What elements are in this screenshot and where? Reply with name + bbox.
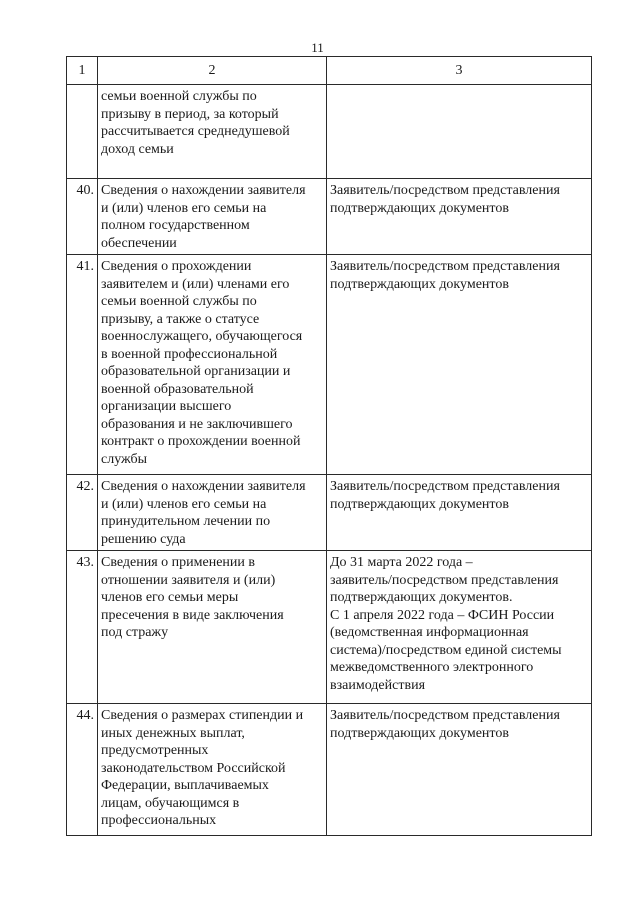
- row-description: Сведения о размерах стипендии и иных денежных выплат, предусмотренных законодательством Российской Федерации, выплачиваемых лицам, обучающимся в профессиональных: [98, 704, 327, 836]
- table-row: [67, 704, 592, 836]
- row-number: 44.: [67, 704, 98, 836]
- row-number: 40.: [67, 179, 98, 255]
- column-header-description: 2: [98, 57, 327, 85]
- table-header-row: [67, 57, 592, 85]
- document-table: [66, 56, 592, 836]
- row-description: Сведения о применении в отношении заявителя и (или) членов его семьи меры пресечения в виде заключения под стражу: [98, 551, 327, 704]
- row-description: Сведения о нахождении заявителя и (или) членов его семьи на принудительном лечении по решению суда: [98, 475, 327, 551]
- row-source: Заявитель/посредством представления подтверждающих документов: [327, 704, 592, 836]
- column-header-number: 1: [67, 57, 98, 85]
- row-source: [327, 85, 592, 179]
- row-source: Заявитель/посредством представления подтверждающих документов: [327, 475, 592, 551]
- table-row: [67, 85, 592, 179]
- row-description: семьи военной службы по призыву в период, за который рассчитывается среднедушевой доход семьи: [98, 85, 327, 179]
- row-source: Заявитель/посредством представления подтверждающих документов: [327, 179, 592, 255]
- table-row: [67, 551, 592, 704]
- table-row: [67, 255, 592, 475]
- row-source: До 31 марта 2022 года – заявитель/посредством представления подтверждающих документов. С 1 апреля 2022 года – ФСИН России (ведомственная информационная система)/посредством единой системы межведомственного электронного взаимодействия: [327, 551, 592, 704]
- table-row: [67, 475, 592, 551]
- table-row: [67, 179, 592, 255]
- row-description: Сведения о нахождении заявителя и (или) членов его семьи на полном государственном обеспечении: [98, 179, 327, 255]
- row-description: Сведения о прохождении заявителем и (или) членами его семьи военной службы по призыву, а также о статусе военнослужащего, обучающегося в военной профессиональной образовательной организации и военной образовательной организации высшего образования и не заключившего контракт о прохождении военной службы: [98, 255, 327, 475]
- column-header-source: 3: [327, 57, 592, 85]
- row-number: 41.: [67, 255, 98, 475]
- row-number: 43.: [67, 551, 98, 704]
- row-number: 42.: [67, 475, 98, 551]
- page-number: 11: [311, 40, 324, 55]
- row-number: [67, 85, 98, 179]
- row-source: Заявитель/посредством представления подтверждающих документов: [327, 255, 592, 475]
